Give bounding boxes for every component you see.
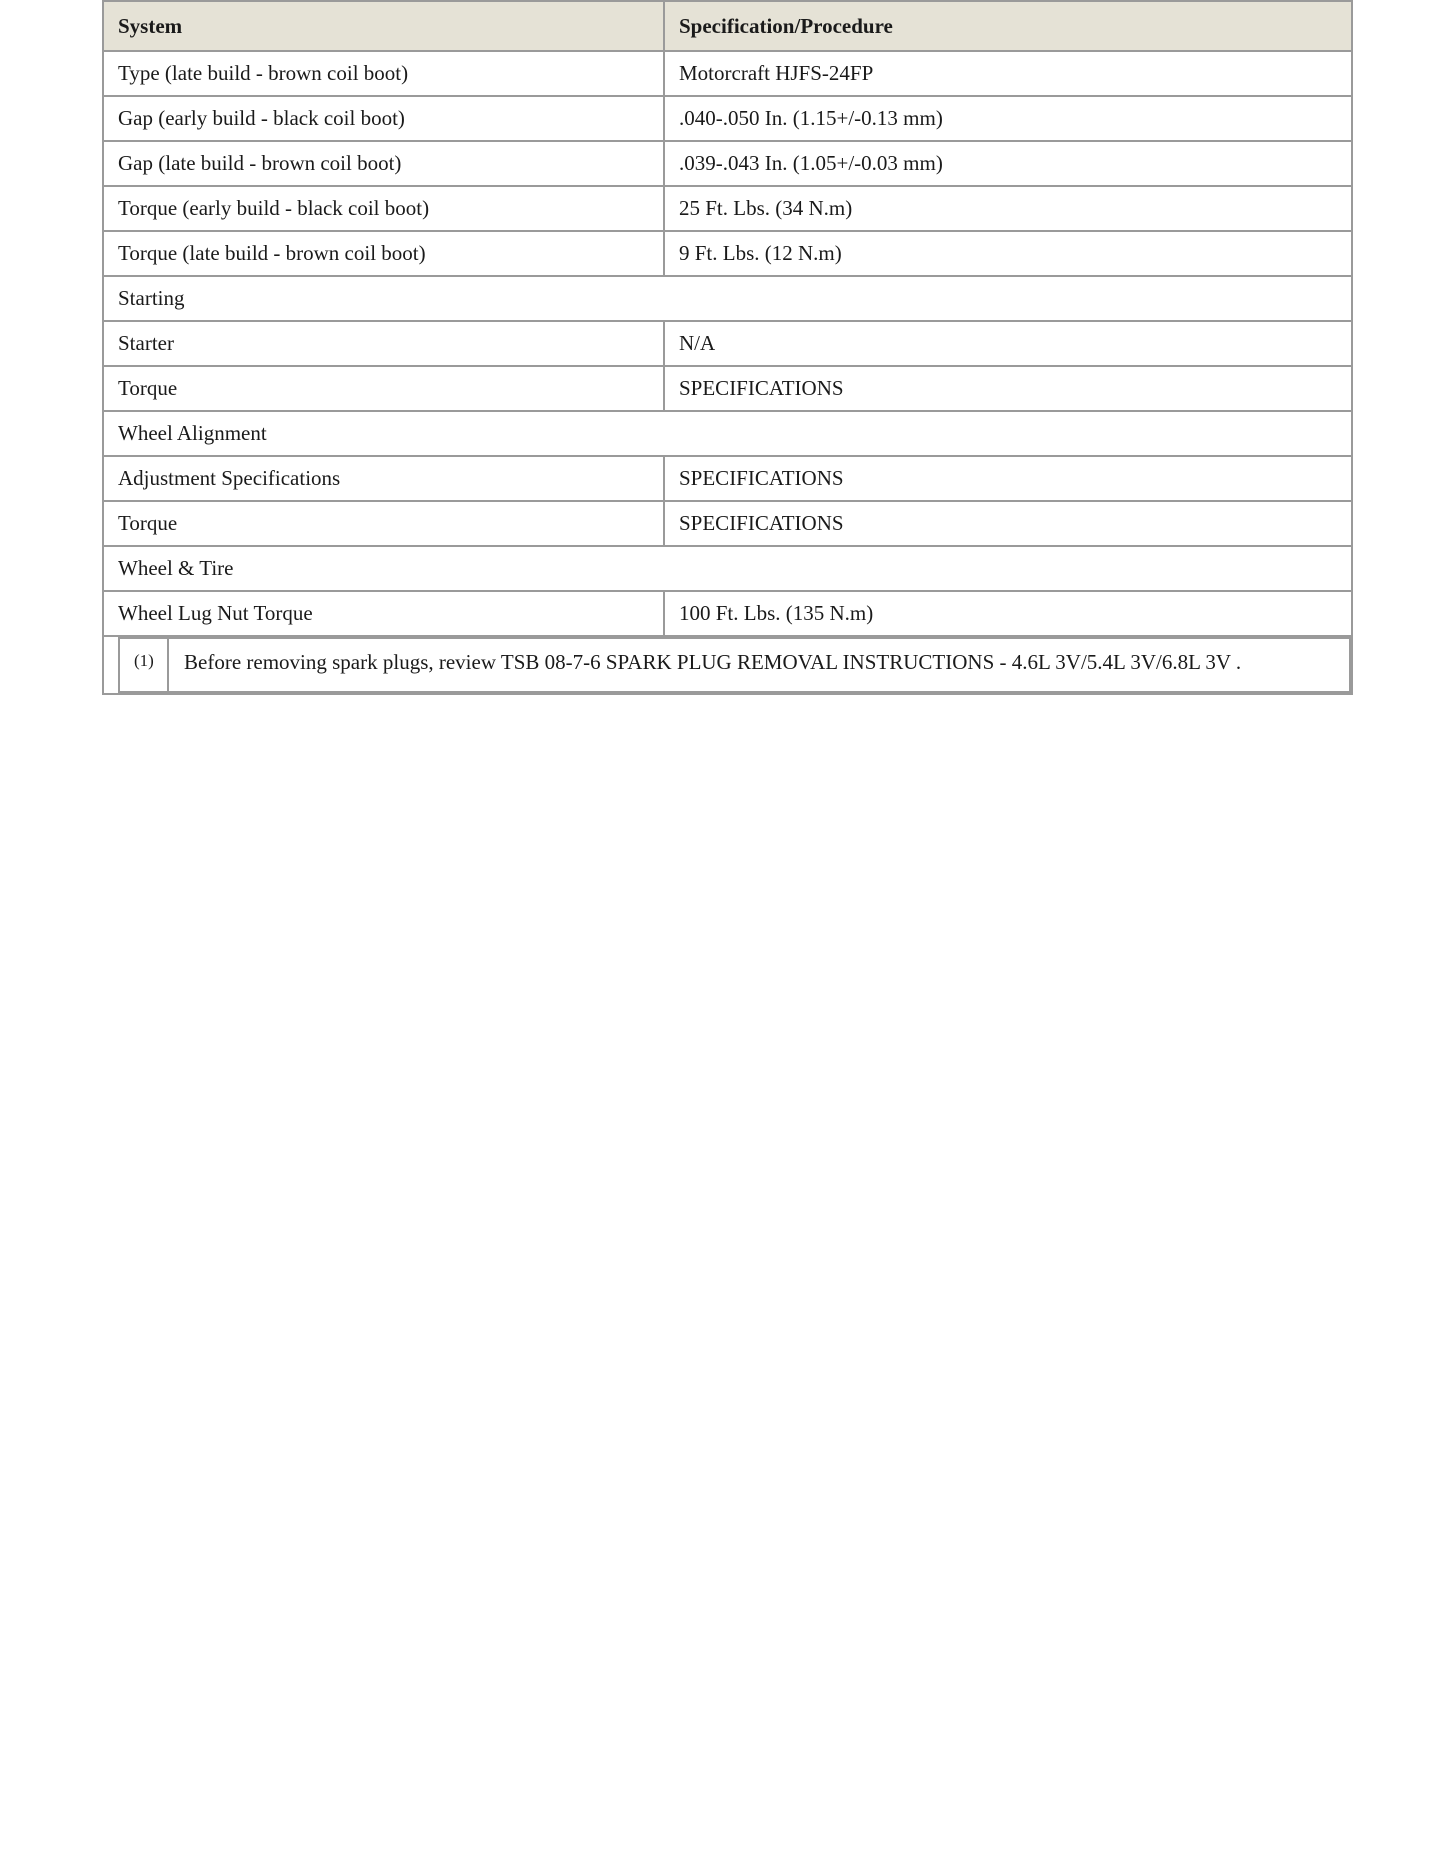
table-header-row	[103, 1, 1352, 51]
section-row-wheel-tire	[103, 546, 1352, 591]
footnote-table	[118, 637, 1351, 693]
section-title: Starting	[103, 276, 1352, 321]
table-row	[103, 366, 1352, 411]
table-row	[103, 456, 1352, 501]
system-cell: Torque	[103, 501, 664, 546]
table-row	[103, 501, 1352, 546]
section-title: Wheel & Tire	[103, 546, 1352, 591]
system-cell: Torque (late build - brown coil boot)	[103, 231, 664, 276]
spec-cell: .040-.050 In. (1.15+/-0.13 mm)	[664, 96, 1352, 141]
table-row	[103, 51, 1352, 96]
system-cell: Starter	[103, 321, 664, 366]
footnote-row	[103, 636, 1352, 694]
footnote-container	[103, 636, 1352, 694]
section-row-wheel-alignment	[103, 411, 1352, 456]
system-cell: Torque	[103, 366, 664, 411]
table-row	[103, 96, 1352, 141]
header-spec: Specification/Procedure	[664, 1, 1352, 51]
spec-cell: SPECIFICATIONS	[664, 456, 1352, 501]
spec-cell: N/A	[664, 321, 1352, 366]
spec-cell: 9 Ft. Lbs. (12 N.m)	[664, 231, 1352, 276]
system-cell: Gap (early build - black coil boot)	[103, 96, 664, 141]
system-cell: Torque (early build - black coil boot)	[103, 186, 664, 231]
table-row	[103, 321, 1352, 366]
footnote-text: Before removing spark plugs, review TSB 08-7-6 SPARK PLUG REMOVAL INSTRUCTIONS - 4.6L 3V/5.4L 3V/6.8L 3V .	[168, 638, 1350, 692]
footnote-number: (1)	[119, 638, 168, 692]
table-row	[103, 186, 1352, 231]
spec-cell: Motorcraft HJFS-24FP	[664, 51, 1352, 96]
header-system: System	[103, 1, 664, 51]
section-row-starting	[103, 276, 1352, 321]
system-cell: Gap (late build - brown coil boot)	[103, 141, 664, 186]
system-cell: Wheel Lug Nut Torque	[103, 591, 664, 636]
spec-cell: 100 Ft. Lbs. (135 N.m)	[664, 591, 1352, 636]
section-title: Wheel Alignment	[103, 411, 1352, 456]
spec-cell: 25 Ft. Lbs. (34 N.m)	[664, 186, 1352, 231]
spec-cell: .039-.043 In. (1.05+/-0.03 mm)	[664, 141, 1352, 186]
system-cell: Adjustment Specifications	[103, 456, 664, 501]
spec-cell: SPECIFICATIONS	[664, 501, 1352, 546]
table-row	[103, 591, 1352, 636]
table-row	[103, 231, 1352, 276]
specifications-table	[102, 0, 1353, 695]
spec-cell: SPECIFICATIONS	[664, 366, 1352, 411]
system-cell: Type (late build - brown coil boot)	[103, 51, 664, 96]
table-row	[103, 141, 1352, 186]
